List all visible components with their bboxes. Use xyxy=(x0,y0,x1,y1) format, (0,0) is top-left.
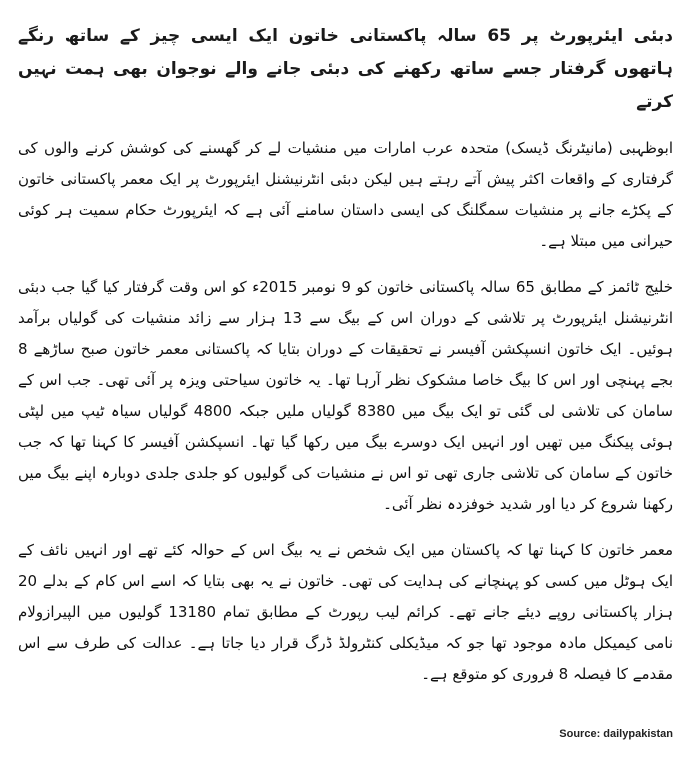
article xyxy=(18,20,673,705)
article-paragraph-1: ابوظہبی (مانیٹرنگ ڈیسک) متحدہ عرب امارات میں منشیات لے کر گھسنے کی کوشش کرنے والوں کی گرفتاری کے واقعات اکثر پیش آتے رہتے ہیں لیکن دبئی انٹرنیشنل ایئرپورٹ پر ایک معمر پاکستانی خاتون کے پکڑے جانے پر منشیات سمگلنگ کی ایسی داستان سامنے آئی ہے کہ ایئرپورٹ حکام سمیت ہر کوئی حیرانی میں مبتلا ہے۔ xyxy=(18,139,673,250)
source-credit: Source: dailypakistan xyxy=(559,728,673,740)
article-headline: دبئی ایئرپورٹ پر 65 سالہ پاکستانی خاتون ایک ایسی چیز کے ساتھ رنگے ہاتھوں گرفتار جسے ساتھ رکھنے کی دبئی جانے والے نوجوان بھی ہمت نہیں کرتے xyxy=(18,26,673,112)
article-paragraph-3: معمر خاتون کا کہنا تھا کہ پاکستان میں ایک شخص نے یہ بیگ اس کے حوالہ کئے تھے اور انہیں نائف کے ایک ہوٹل میں کسی کو پہنچانے کی ہدایت کی تھی۔ خاتون نے یہ بھی بتایا کہ اسے اس کام کے بدلے 20 ہزار پاکستانی روپے دیئے جانے تھے۔ کرائم لیب رپورٹ کے مطابق تمام 13180 گولیوں میں الپیرازولام نامی کیمیکل مادہ موجود تھا جو کہ میڈیکلی کنٹرولڈ ڈرگ قرار دیا جاتا ہے۔ عدالت کی طرف سے اس مقدمے کا فیصلہ 8 فروری کو متوقع ہے۔ xyxy=(18,541,673,683)
article-paragraph-2: خلیج ٹائمز کے مطابق 65 سالہ پاکستانی خاتون کو 9 نومبر 2015ء کو اس وقت گرفتار کیا گیا جب دبئی انٹرنیشنل ایئرپورٹ پر تلاشی کے دوران اس کے بیگ سے 13 ہزار سے زائد منشیات کی گولیاں برآمد ہوئیں۔ ایک خاتون انسپکشن آفیسر نے تحقیقات کے دوران بتایا کہ پاکستانی معمر خاتون صبح ساڑھے 8 بجے پہنچی اور اس کا بیگ خاصا مشکوک نظر آرہا تھا۔ یہ خاتون سیاحتی ویزہ پر آئی تھی۔ جب اس کے سامان کی تلاشی لی گئی تو ایک بیگ میں 8380 گولیاں ملیں جبکہ 4800 گولیاں سیاہ ٹیپ میں لپٹی ہوئی پیکنگ میں تھیں اور انہیں ایک دوسرے بیگ میں رکھا گیا تھا۔ انسپکشن آفیسر کا کہنا تھا کہ جب خاتون کے سامان کی تلاشی جاری تھی تو اس نے منشیات کی گولیوں کو جلدی جلدی دوبارہ اپنے بیگ میں رکھنا شروع کر دیا اور شدید خوفزدہ نظر آئی۔ xyxy=(18,278,673,513)
